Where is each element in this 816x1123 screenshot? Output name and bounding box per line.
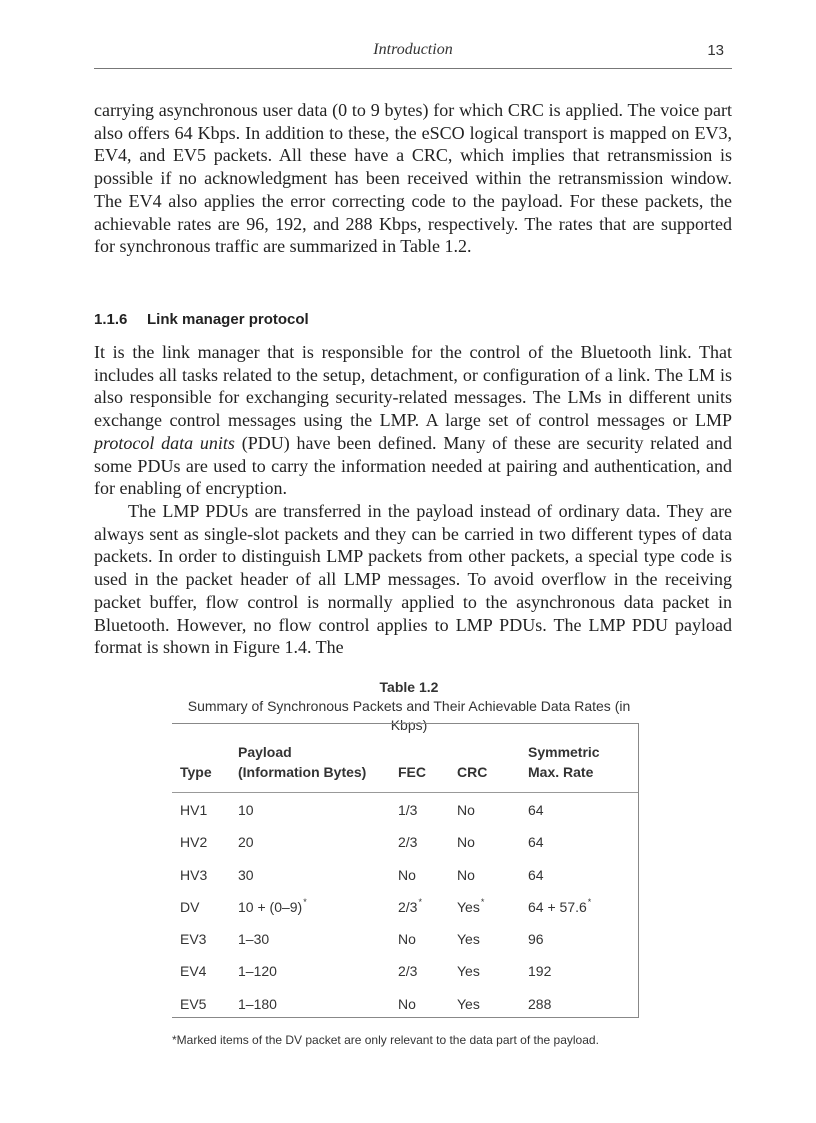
running-title: Introduction	[373, 41, 453, 58]
table-row	[172, 922, 638, 954]
cell-payload: 20	[238, 834, 254, 851]
paragraph-2	[94, 341, 732, 500]
cell-fec: 2/3	[398, 834, 418, 851]
cell-type: DV	[180, 898, 200, 915]
header-payload-line2: (Information Bytes)	[238, 764, 367, 780]
paragraph-2-italic: protocol data units	[94, 432, 235, 453]
cell-fec: 2/3	[398, 963, 418, 980]
table-footnote: *Marked items of the DV packet are only relevant to the data part of the payload.	[172, 1033, 599, 1047]
cell-fec-value: 2/3	[398, 898, 418, 915]
footnote-star: *	[480, 896, 485, 907]
cell-rate-marked	[528, 898, 591, 918]
cell-rate: 64	[528, 866, 544, 883]
cell-crc: Yes	[457, 931, 480, 948]
cell-fec: No	[398, 931, 416, 948]
cell-type: HV1	[180, 802, 208, 818]
table-label: Table 1.2	[379, 679, 439, 695]
table-row	[172, 858, 638, 890]
table-row	[172, 825, 638, 857]
cell-payload: 1–120	[238, 963, 277, 980]
cell-type: EV4	[180, 963, 207, 980]
table-row	[172, 954, 638, 986]
paragraph-2-text-a: It is the link manager that is responsible for the control of the Bluetooth link. That includes all tasks related to the setup, detachment, or configuration of a link. The LM is also responsible for exchanging security-related messages. The LMs in different units exchange control messages using the LMP. A large set of control messages or LMP	[94, 342, 732, 431]
header-rate	[528, 742, 600, 782]
cell-payload: 1–180	[238, 995, 277, 1012]
table-row	[172, 987, 638, 1019]
section-heading	[94, 311, 309, 328]
cell-crc-value: Yes	[457, 898, 480, 915]
cell-payload: 1–30	[238, 931, 270, 948]
cell-rate: 192	[528, 963, 552, 980]
cell-payload: 30	[238, 866, 254, 883]
header-payload-line1: Payload	[238, 744, 292, 760]
cell-payload-marked	[238, 898, 307, 918]
cell-type: HV3	[180, 866, 208, 883]
header-rate-line1: Symmetric	[528, 744, 600, 760]
header-crc: CRC	[457, 764, 488, 780]
cell-crc: Yes	[457, 995, 480, 1012]
footnote-star: *	[587, 896, 592, 907]
cell-crc-marked	[457, 898, 484, 918]
cell-payload: 10	[238, 802, 254, 818]
data-table	[172, 723, 639, 1018]
section-number: 1.1.6	[94, 311, 128, 328]
cell-rate-value: 64 + 57.6	[528, 898, 587, 915]
header-rate-line2: Max. Rate	[528, 764, 594, 780]
paragraph-1: carrying asynchronous user data (0 to 9 bytes) for which CRC is applied. The voice part also offers 64 Kbps. In addition to these, the eSCO logical transport is mapped on EV3, EV4, and EV5 packets. All these have a CRC, which implies that retransmission is possible if no acknowledgment has been received within the retransmission window. The EV4 also applies the error correcting code to the payload. For these packets, the achievable rates are 96, 192, and 288 Kbps, respectively. The rates that are supported for synchronous traffic are summarized in Table 1.2.	[94, 100, 732, 257]
paragraph-3: The LMP PDUs are transferred in the payload instead of ordinary data. They are always sent as single-slot packets and they can be carried in two different types of data packets. In order to distinguish LMP packets from other packets, a special type code is used in the packet header of all LMP messages. To avoid overflow in the receiving packet buffer, flow control is normally applied to the asynchronous data packet in Bluetooth. However, no flow control applies to LMP PDUs. The LMP PDU payload format is shown in Figure 1.4. The	[94, 501, 732, 658]
header-type: Type	[180, 764, 212, 780]
cell-rate: 288	[528, 995, 552, 1012]
footnote-star: *	[418, 896, 422, 907]
cell-crc: No	[457, 834, 475, 851]
cell-crc: Yes	[457, 963, 480, 980]
cell-type: EV5	[180, 995, 207, 1012]
cell-payload-value: 10 + (0–9)	[238, 898, 303, 915]
cell-fec: No	[398, 995, 416, 1012]
cell-type: HV2	[180, 834, 208, 851]
table-body	[172, 793, 638, 1019]
page-header	[94, 40, 732, 69]
cell-crc: No	[457, 866, 475, 883]
cell-rate: 64	[528, 834, 544, 851]
table-row	[172, 890, 638, 922]
paragraph-2-text-b: (PDU) have been defined. Many of these are security related and some PDUs are used to carry the information needed at pairing and authentication, and for enabling of encryption.	[94, 432, 732, 499]
header-fec: FEC	[398, 764, 426, 780]
section-title: Link manager protocol	[147, 311, 309, 328]
cell-fec: 1/3	[398, 802, 418, 818]
cell-fec-marked	[398, 898, 422, 918]
table-title: Summary of Synchronous Packets and Their Achievable Data Rates (in Kbps)	[187, 698, 631, 733]
cell-fec: No	[398, 866, 416, 883]
cell-crc: No	[457, 802, 475, 818]
page-number: 13	[707, 42, 724, 59]
cell-rate: 96	[528, 931, 544, 948]
header-payload	[238, 742, 366, 782]
cell-rate: 64	[528, 802, 544, 818]
cell-type: EV3	[180, 931, 207, 948]
table-row	[172, 793, 638, 825]
footnote-star: *	[303, 896, 307, 907]
table-header-row	[172, 724, 638, 793]
